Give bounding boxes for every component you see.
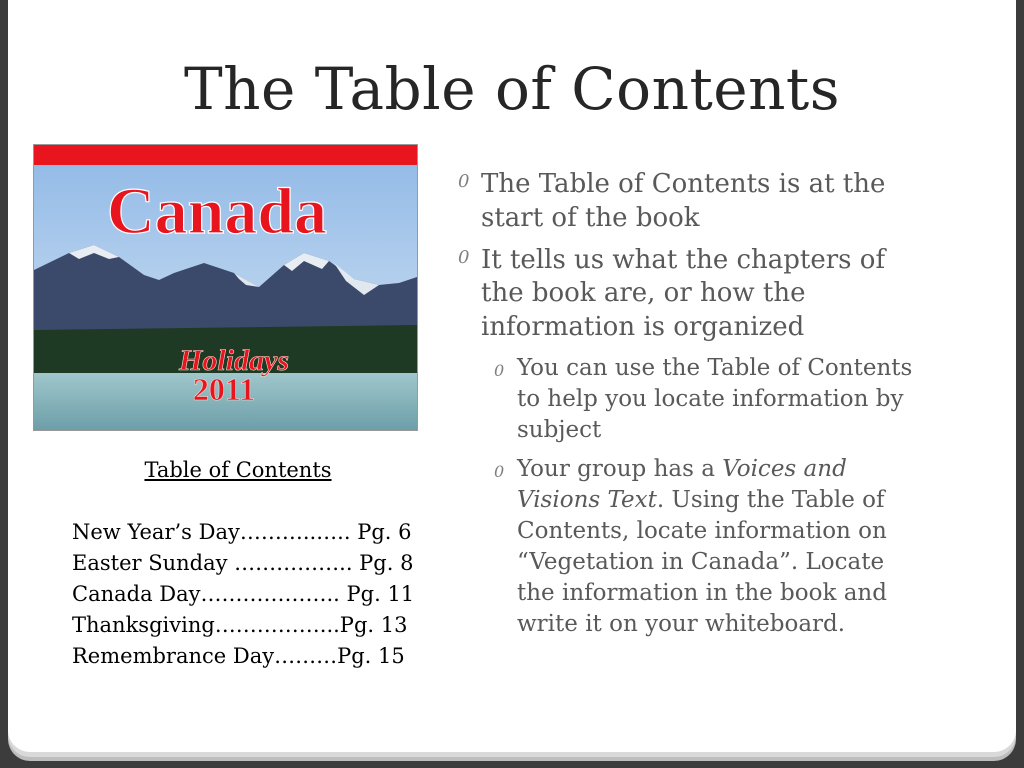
cover-red-band	[34, 145, 417, 165]
book-title-emphasis: Voices and Visions Text	[517, 455, 847, 513]
sub-bullet-item	[494, 454, 922, 640]
toc-entry: Thanksgiving……………...Pg. 13	[72, 613, 408, 637]
cover-year: 2011	[192, 371, 256, 407]
toc-entry: Canada Day……………….. Pg. 11	[72, 582, 415, 606]
bullet-marker-icon: 0	[494, 360, 505, 380]
slide-title: The Table of Contents	[183, 55, 841, 123]
toc-list	[72, 517, 414, 672]
bullet-text-pre: Your group has a	[517, 455, 723, 482]
bullet-text: It tells us what the chapters of the book are, or how the information is organized	[481, 244, 886, 343]
cover-title: Canada	[106, 175, 328, 248]
bullet-item	[458, 244, 896, 345]
bullet-text: You can use the Table of Contents to help you locate information by subject	[517, 354, 913, 443]
toc-heading: Table of Contents	[144, 458, 332, 482]
toc-entry: Easter Sunday …………….. Pg. 8	[72, 551, 414, 575]
bullet-marker-icon: 0	[494, 461, 505, 481]
toc-entry: Remembrance Day………Pg. 15	[72, 644, 405, 668]
bullet-marker-icon: 0	[458, 171, 470, 192]
bullet-item	[458, 168, 896, 236]
sub-bullet-item	[494, 353, 922, 446]
bullet-text-post: . Using the Table of Contents, locate information on “Vegetation in Canada”. Locate the information in the book and write it on your whiteboard.	[517, 486, 887, 637]
toc-entry: New Year’s Day………..….. Pg. 6	[72, 520, 412, 544]
bullet-marker-icon: 0	[458, 246, 470, 268]
book-cover-image	[33, 144, 418, 431]
bullet-list	[458, 168, 978, 648]
bullet-text: The Table of Contents is at the start of the book	[481, 169, 886, 233]
cover-subtitle: Holidays	[179, 344, 289, 377]
